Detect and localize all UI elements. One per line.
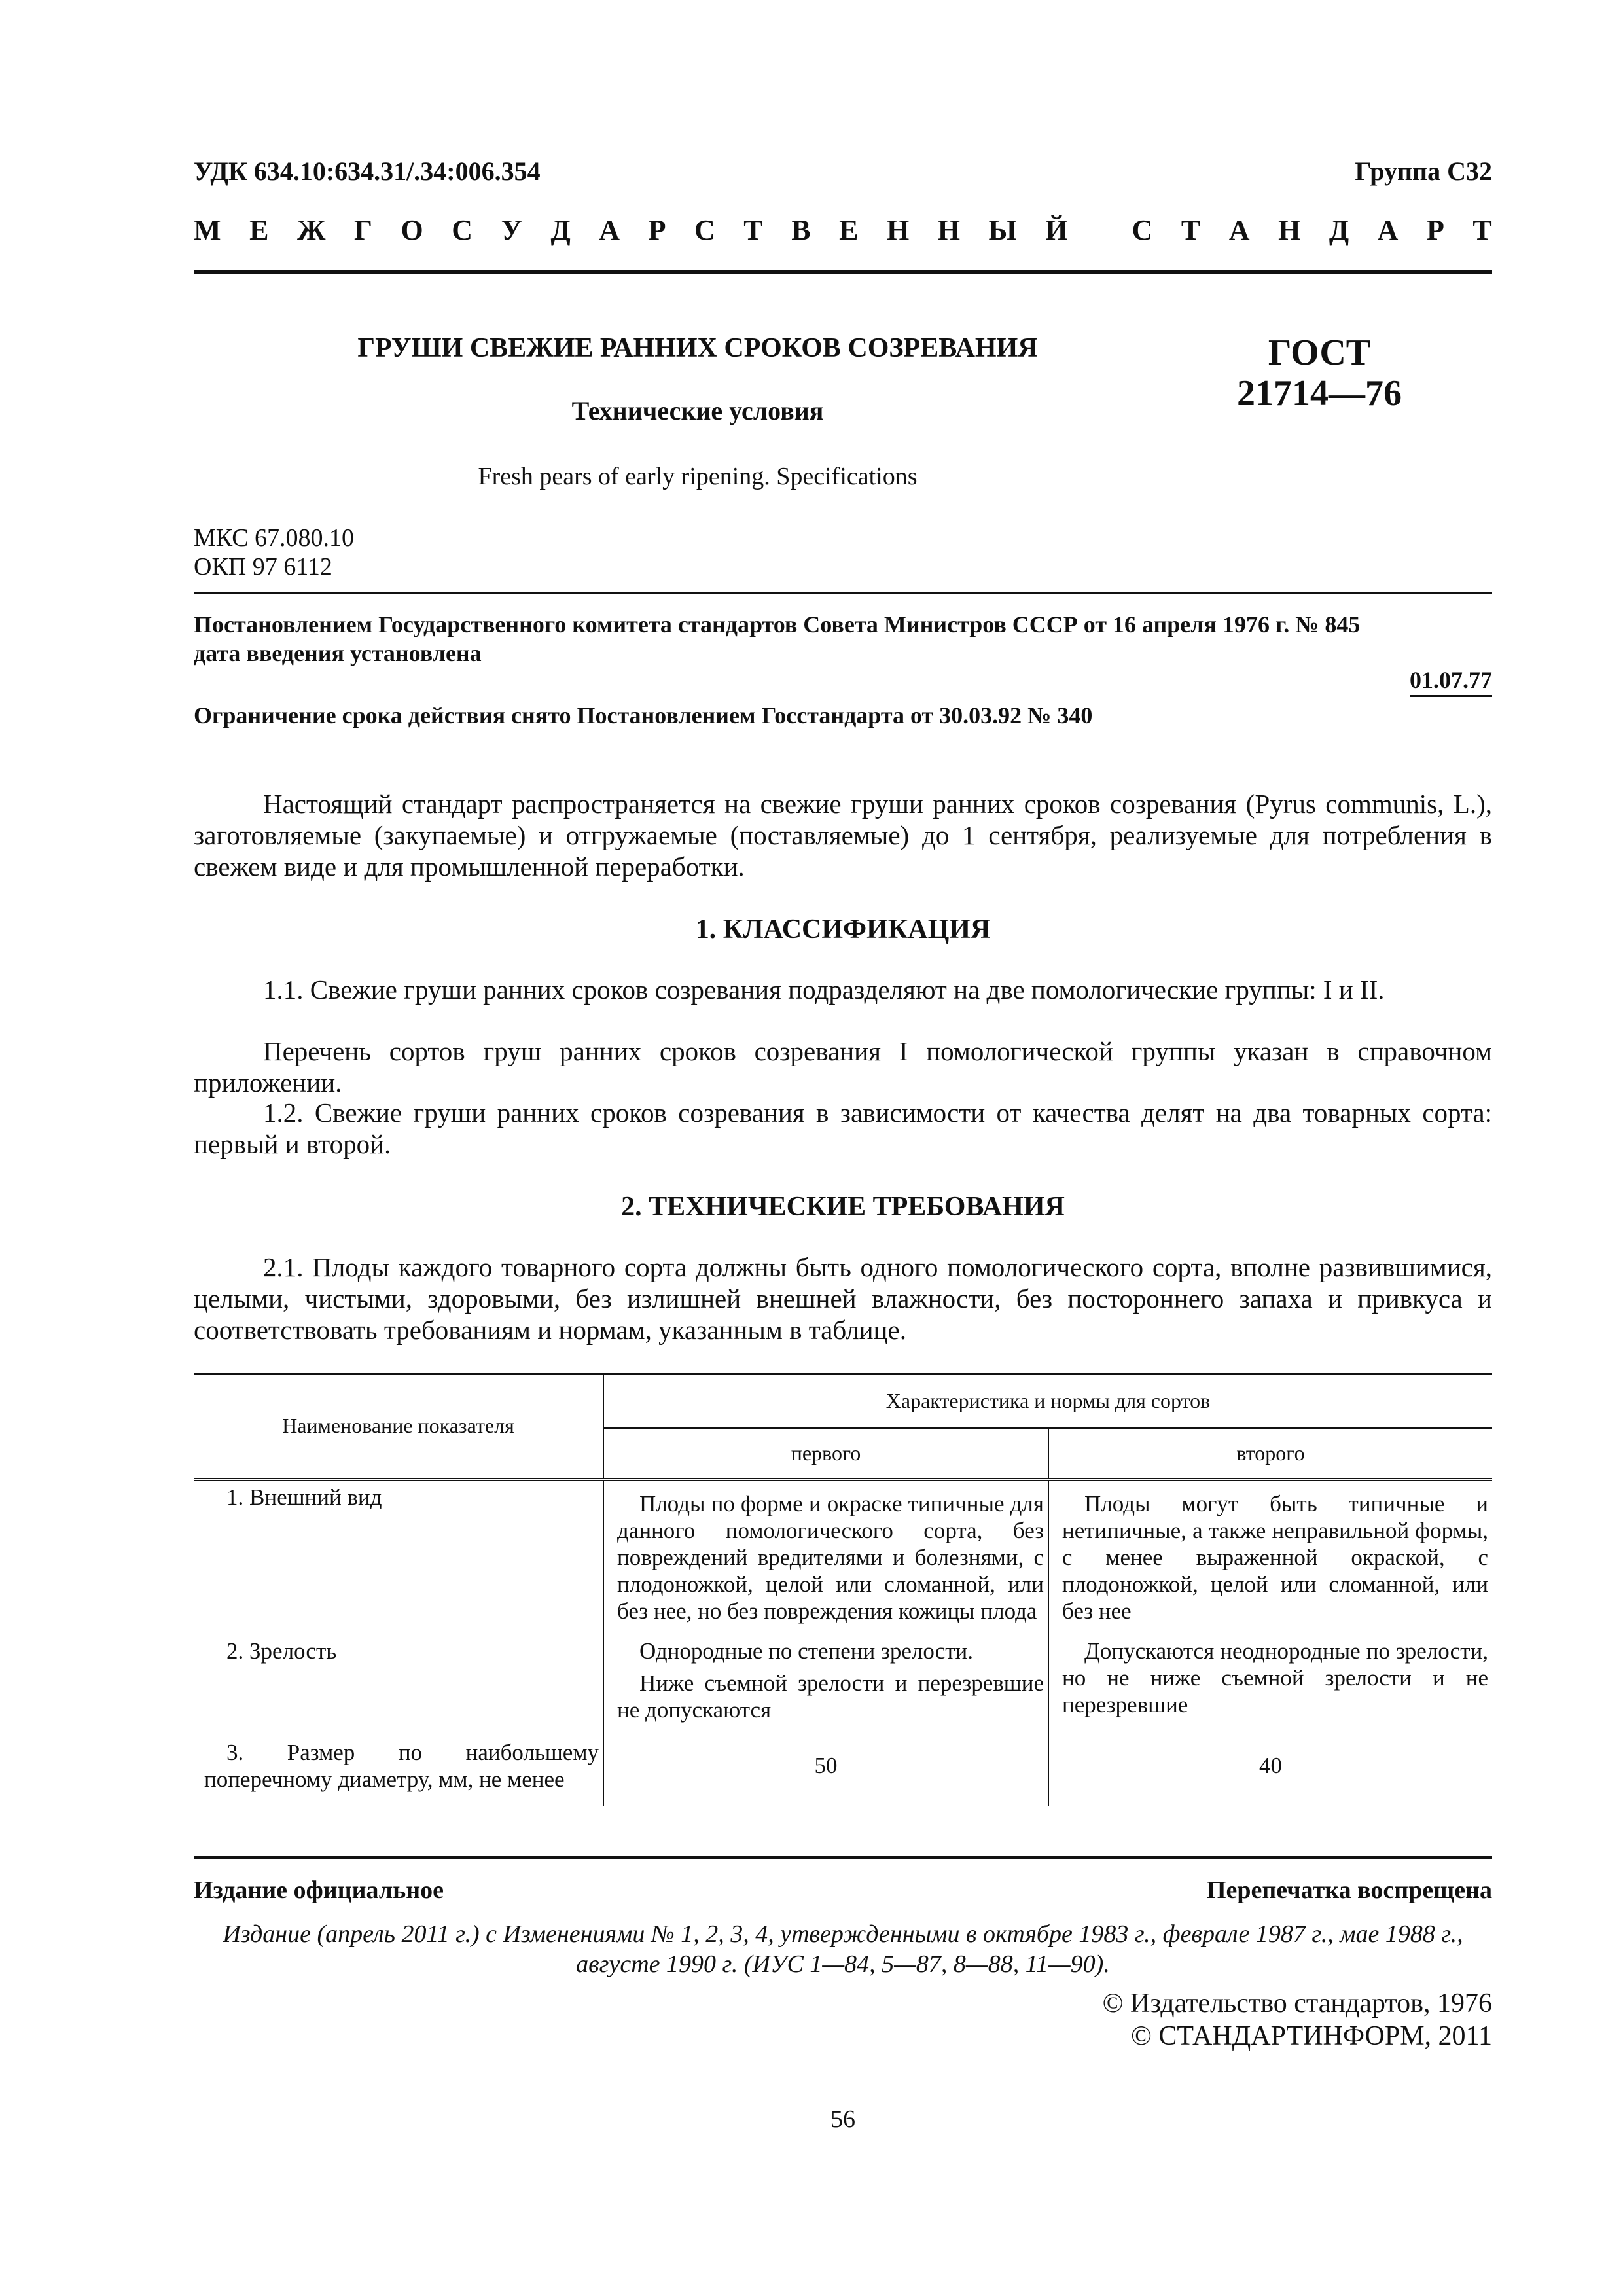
clause-1-2: 1.2. Свежие груши ранних сроков созревания в зависимости от качества делят на два товарных сорта: первый и второй. xyxy=(194,1098,1492,1159)
okp-code: ОКП 97 6112 xyxy=(194,553,332,581)
row-second-value: Плоды могут быть типичные и нетипичные, а также неправильной формы, с менее выраженной окраской, с плодоножкой, целой или сломанной, или без нее xyxy=(1048,1479,1492,1627)
decree-line: Постановлением Государственного комитета стандартов Совета Министров СССР от 16 апреля 1976 г. № 845 xyxy=(194,611,1361,637)
header-indicator-name: Наименование показателя xyxy=(282,1414,514,1438)
banner-letter: Д xyxy=(1329,214,1349,246)
table-row xyxy=(194,1726,1492,1806)
row-second-value: Допускаются неоднородные по зрелости, но не ниже съемной зрелости и не перезревшие xyxy=(1048,1627,1492,1726)
group-code: Группа С32 xyxy=(1355,156,1492,186)
edition-changes: Издание (апрель 2011 г.) с Изменениями № 1, 2, 3, 4, утвержденными в октябре 1983 г., феврале 1987 г., мае 1988 г., августе 1990 г. (ИУС 1—84, 5—87, 8—88, 11—90). xyxy=(223,1920,1463,1978)
banner-letter xyxy=(1096,213,1103,247)
codes-rule xyxy=(194,592,1492,594)
document-subtitle: Технические условия xyxy=(571,396,824,425)
reprint-prohibited: Перепечатка воспрещена xyxy=(1206,1876,1492,1904)
banner-letter: Ж xyxy=(296,214,326,246)
banner-letter: Е xyxy=(249,214,269,246)
gost-designation xyxy=(1188,332,1450,414)
introduction-date: 01.07.77 xyxy=(1410,666,1492,697)
decree-block xyxy=(194,610,1492,668)
document-page xyxy=(194,0,1492,2296)
copyright-line: © СТАНДАРТИНФОРМ, 2011 xyxy=(1131,2021,1492,2051)
section-2-heading: 2. ТЕХНИЧЕСКИЕ ТРЕБОВАНИЯ xyxy=(621,1192,1065,1222)
banner-letter: А xyxy=(599,214,620,246)
row-first-value: Плоды по форме и окраске типичные для данного помологического сорта, без повреждений вредителями и болезнями, с плодоножкой, целой или сломанной, или без нее, но без повреждения кожицы плода xyxy=(603,1479,1048,1627)
row-second-value: 40 xyxy=(1048,1726,1492,1806)
table-row xyxy=(194,1479,1492,1627)
english-title: Fresh pears of early ripening. Specifications xyxy=(478,463,918,490)
row-first-value: 50 xyxy=(603,1726,1048,1806)
scope-paragraph: Настоящий стандарт распространяется на свежие груши ранних сроков созревания (Pyrus communis, L.), заготовляемые (закупаемые) и отгружаемые (поставляемые) до 1 сентября, реализуемые для потребления в свежем виде и для промышленной переработки. xyxy=(194,789,1492,882)
requirements-table xyxy=(194,1374,1492,1806)
banner-letter: С xyxy=(452,214,473,246)
clause-2-1: 2.1. Плоды каждого товарного сорта должны быть одного помологического сорта, вполне развившимися, целыми, чистыми, здоровыми, без излишней внешней влажности, без постороннего запаха и привкуса и соответствовать требованиям и нормам, указанным в таблице. xyxy=(194,1252,1492,1345)
table-bottom-rule xyxy=(194,1856,1492,1859)
row-name: 3. Размер по наибольшему поперечному диаметру, мм, не менее xyxy=(204,1739,599,1792)
banner-letter: У xyxy=(501,214,522,246)
decree-intro-date-label: дата введения установлена xyxy=(194,640,482,666)
header-first-grade: первого xyxy=(603,1428,1048,1479)
row-name: 2. Зрелость xyxy=(226,1638,337,1664)
copyright-line: © Издательство стандартов, 1976 xyxy=(1102,1988,1492,2018)
interstate-standard-banner xyxy=(194,213,1492,247)
banner-letter: Т xyxy=(1472,214,1492,246)
header-second-grade: второго xyxy=(1048,1428,1492,1479)
gost-label: ГОСТ xyxy=(1268,332,1371,373)
banner-letter: Й xyxy=(1045,214,1068,246)
banner-letter: В xyxy=(791,214,811,246)
restriction-note: Ограничение срока действия снято Постановлением Госстандарта от 30.03.92 № 340 xyxy=(194,702,1093,728)
row-first-value-line: Однородные по степени зрелости. xyxy=(639,1638,974,1664)
banner-letter: С xyxy=(1132,214,1153,246)
header-characteristics: Характеристика и нормы для сортов xyxy=(603,1374,1492,1428)
banner-letter: О xyxy=(401,214,423,246)
clause-1-1-list-note: Перечень сортов груш ранних сроков созревания I помологической группы указан в справочном приложении. xyxy=(194,1036,1492,1098)
banner-letter: А xyxy=(1377,214,1399,246)
banner-letter: Р xyxy=(1426,214,1444,246)
udk-code: УДК 634.10:634.31/.34:006.354 xyxy=(194,156,541,186)
row-name: 1. Внешний вид xyxy=(194,1479,603,1627)
table-row xyxy=(194,1627,1492,1726)
banner-letter: Г xyxy=(354,214,372,246)
document-title: ГРУШИ СВЕЖИЕ РАННИХ СРОКОВ СОЗРЕВАНИЯ xyxy=(357,333,1038,363)
banner-letter: Д xyxy=(550,214,571,246)
clause-1-1: 1.1. Свежие груши ранних сроков созревания подразделяют на две помологические группы: I и II. xyxy=(263,975,1385,1005)
gost-number: 21714—76 xyxy=(1237,373,1402,414)
banner-letter: Н xyxy=(937,214,960,246)
section-1-heading: 1. КЛАССИФИКАЦИЯ xyxy=(695,914,991,944)
page-number: 56 xyxy=(830,2106,855,2133)
header-rule xyxy=(194,270,1492,274)
table-header-row xyxy=(194,1374,1492,1428)
banner-letter: С xyxy=(694,214,715,246)
banner-letter: Е xyxy=(839,214,859,246)
banner-letter: Н xyxy=(1278,214,1301,246)
banner-letter: М xyxy=(194,214,221,246)
banner-letter: Р xyxy=(648,214,666,246)
row-first-value xyxy=(603,1627,1048,1726)
copyright-block xyxy=(194,1987,1492,2053)
banner-letter: Т xyxy=(743,214,763,246)
mks-code: МКС 67.080.10 xyxy=(194,524,355,552)
banner-letter: А xyxy=(1228,214,1250,246)
classification-codes xyxy=(194,524,354,581)
banner-letter: Н xyxy=(886,214,910,246)
banner-letter: Ы xyxy=(988,214,1017,246)
banner-letter: Т xyxy=(1181,214,1201,246)
official-edition: Издание официальное xyxy=(194,1876,444,1904)
row-first-value-extra: Ниже съемной зрелости и перезревшие не допускаются xyxy=(617,1670,1044,1723)
